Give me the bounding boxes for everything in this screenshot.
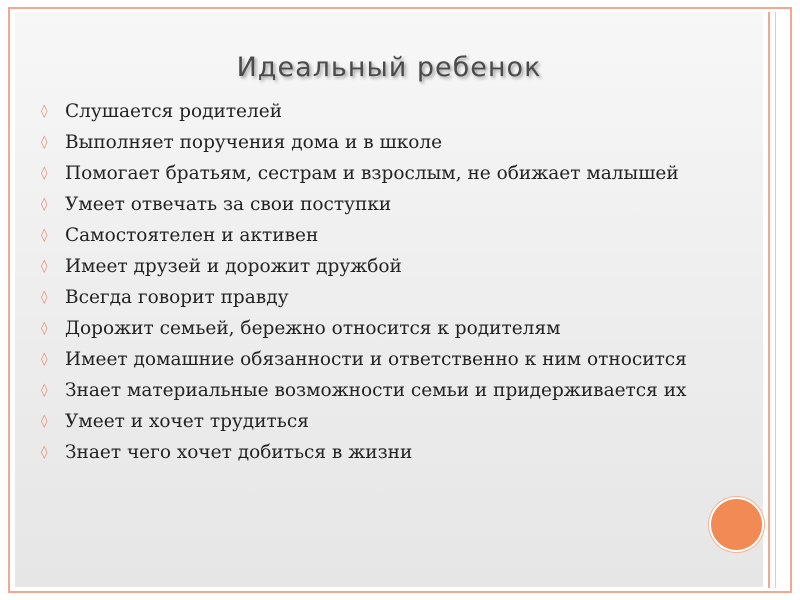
list-item [41,410,741,434]
list-item-text: Умеет отвечать за свои поступки [65,194,392,215]
list-item [41,348,741,372]
list-item-text: Самостоятелен и активен [65,225,319,246]
list-item-text: Дорожит семьей, бережно относится к родителям [65,318,561,339]
list-item [41,162,741,186]
diamond-bullet-icon: ◊ [41,290,48,305]
list-item-text: Умеет и хочет трудиться [65,411,309,432]
diamond-bullet-icon: ◊ [41,166,48,181]
list-item [41,286,741,310]
diamond-bullet-icon: ◊ [41,259,48,274]
list-item-text: Всегда говорит правду [65,287,289,308]
decorative-rule-thin [775,12,776,588]
list-item-text: Имеет друзей и дорожит дружбой [65,256,402,277]
diamond-bullet-icon: ◊ [41,414,48,429]
list-item [41,100,741,124]
list-item [41,441,741,465]
list-item [41,379,741,403]
content-panel [15,12,763,587]
list-item-text: Помогает братьям, сестрам и взрослым, не обижает малышей [65,163,679,184]
diamond-bullet-icon: ◊ [41,197,48,212]
slide-title: Идеальный ребенок [236,52,542,83]
diamond-bullet-icon: ◊ [41,321,48,336]
list-item [41,193,741,217]
diamond-bullet-icon: ◊ [41,445,48,460]
list-item-text: Слушается родителей [65,101,283,122]
list-item-text: Знает материальные возможности семьи и придерживается их [65,380,687,401]
list-item [41,255,741,279]
list-item [41,317,741,341]
diamond-bullet-icon: ◊ [41,383,48,398]
diamond-bullet-icon: ◊ [41,352,48,367]
diamond-bullet-icon: ◊ [41,228,48,243]
decorative-rule [768,12,770,588]
decorative-circle-icon [711,499,762,550]
list-item-text: Знает чего хочет добиться в жизни [65,442,413,463]
diamond-bullet-icon: ◊ [41,135,48,150]
list-item [41,131,741,155]
diamond-bullet-icon: ◊ [41,104,48,119]
list-item-text: Выполняет поручения дома и в школе [65,132,443,153]
list-item [41,224,741,248]
list-item-text: Имеет домашние обязанности и ответственно к ним относится [65,349,687,370]
bullet-list [41,100,741,472]
